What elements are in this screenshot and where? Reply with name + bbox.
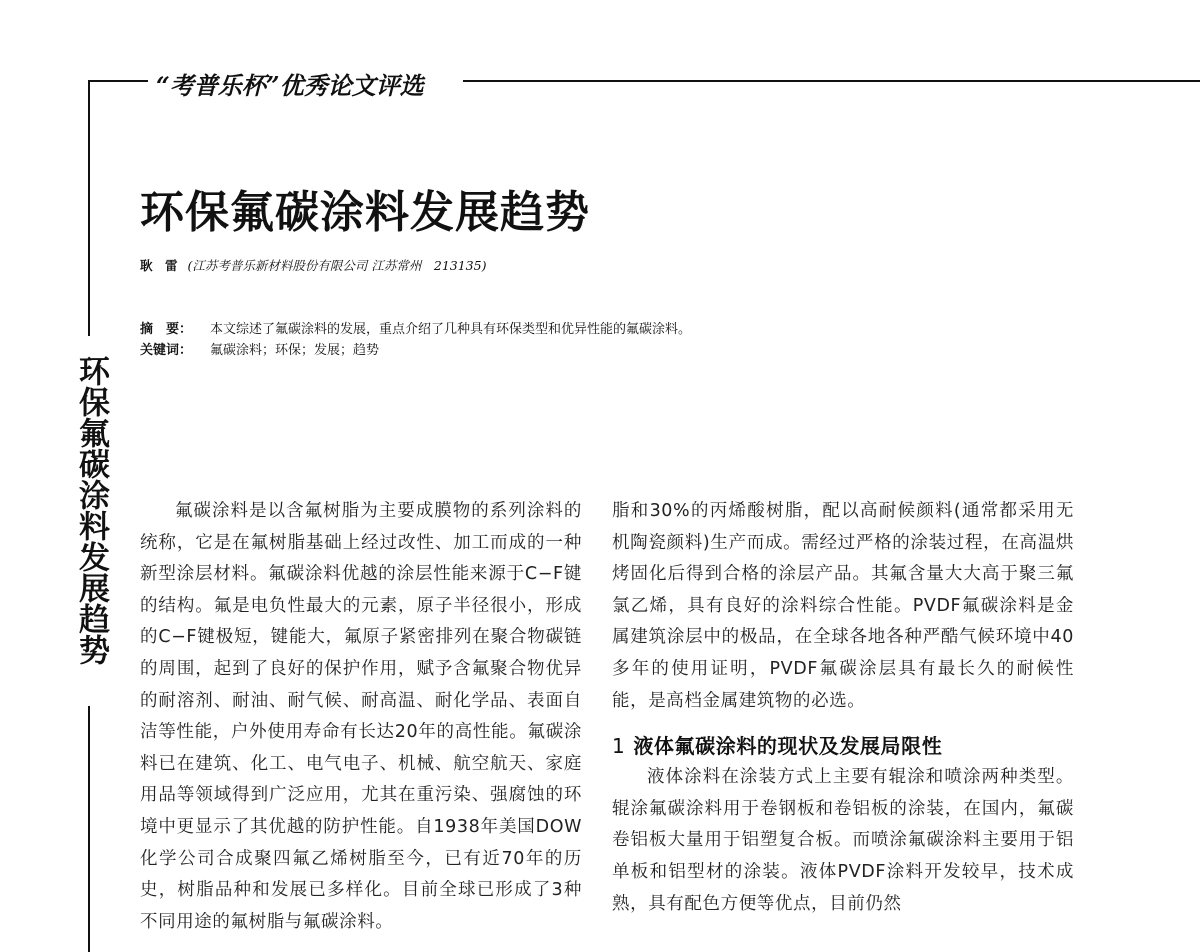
section-heading-1 (612, 730, 1074, 762)
section-1-paragraph: 液体涂料在涂装方式上主要有辊涂和喷涂两种类型。辊涂氟碳涂料用于卷钢板和卷铝板的涂装，在国内，氟碳卷铝板大量用于铝塑复合板。而喷涂氟碳涂料主要用于铝单板和铝型材的涂装。液体PVDF涂料开发较早，技术成熟，具有配色方便等优点，目前仍然 (612, 767, 1074, 914)
header-rule-right (463, 80, 1200, 82)
article-title: 环保氟碳涂料发展趋势 (140, 187, 590, 238)
section-number: 1 (612, 734, 626, 759)
abstract (140, 318, 691, 337)
section-title: 液体氟碳涂料的现状及发展局限性 (633, 734, 943, 759)
margin-rule-upper (88, 80, 90, 336)
intro-paragraph: 氟碳涂料是以含氟树脂为主要成膜物的系列涂料的统称，它是在氟树脂基础上经过改性、加工而成的一种新型涂层材料。氟碳涂料优越的涂层性能来源于C−F键的结构。氟是电负性最大的元素，原子半径很小，形成的C−F键极短，键能大，氟原子紧密排列在聚合物碳链的周围，起到了良好的保护作用，赋予含氟聚合物优异的耐溶剂、耐油、耐气候、耐高温、耐化学品、表面自洁等性能，户外使用寿命有长达20年的高性能。氟碳涂料已在建筑、化工、电气电子、机械、航空航天、家庭用品等领域得到广泛应用，尤其在重污染、强腐蚀的环境中更显示了其优越的防护性能。自1938年美国DOW化学公司合成聚四氟乙烯树脂至今，已有近70年的历史，树脂品种和发展已多样化。目前全球已形成了3种不同用途的氟树脂与氟碳涂料。 (140, 501, 582, 932)
side-title: 环保氟碳涂料发展趋势 (73, 355, 109, 665)
margin-rule-lower (88, 706, 90, 952)
body-column-left (140, 496, 582, 938)
author-name: 耿 雷 (140, 258, 178, 273)
body-column-right (612, 496, 1074, 920)
author-affiliation: (江苏考普乐新材料股份有限公司 江苏常州 213135) (187, 258, 487, 273)
keywords-text: 氟碳涂料；环保；发展；趋势 (210, 343, 380, 358)
keywords (140, 339, 379, 358)
abstract-label: 摘 要： (140, 322, 193, 337)
series-header: “考普乐杯”优秀论文评选 (156, 71, 424, 100)
author-line (140, 256, 486, 274)
header-rule-left (88, 80, 148, 82)
keywords-label: 关键词： (140, 343, 193, 358)
abstract-text: 本文综述了氟碳涂料的发展，重点介绍了几种具有环保类型和优异性能的氟碳涂料。 (210, 322, 692, 337)
continued-paragraph: 脂和30%的丙烯酸树脂，配以高耐候颜料(通常都采用无机陶瓷颜料)生产而成。需经过严格的涂装过程，在高温烘烤固化后得到合格的涂层产品。其氟含量大大高于聚三氟氯乙烯，具有良好的涂料综合性能。PVDF氟碳涂料是金属建筑涂层中的极品，在全球各地各种严酷气候环境中40多年的使用证明，PVDF氟碳涂层具有最长久的耐候性能，是高档金属建筑物的必选。 (612, 501, 1074, 711)
